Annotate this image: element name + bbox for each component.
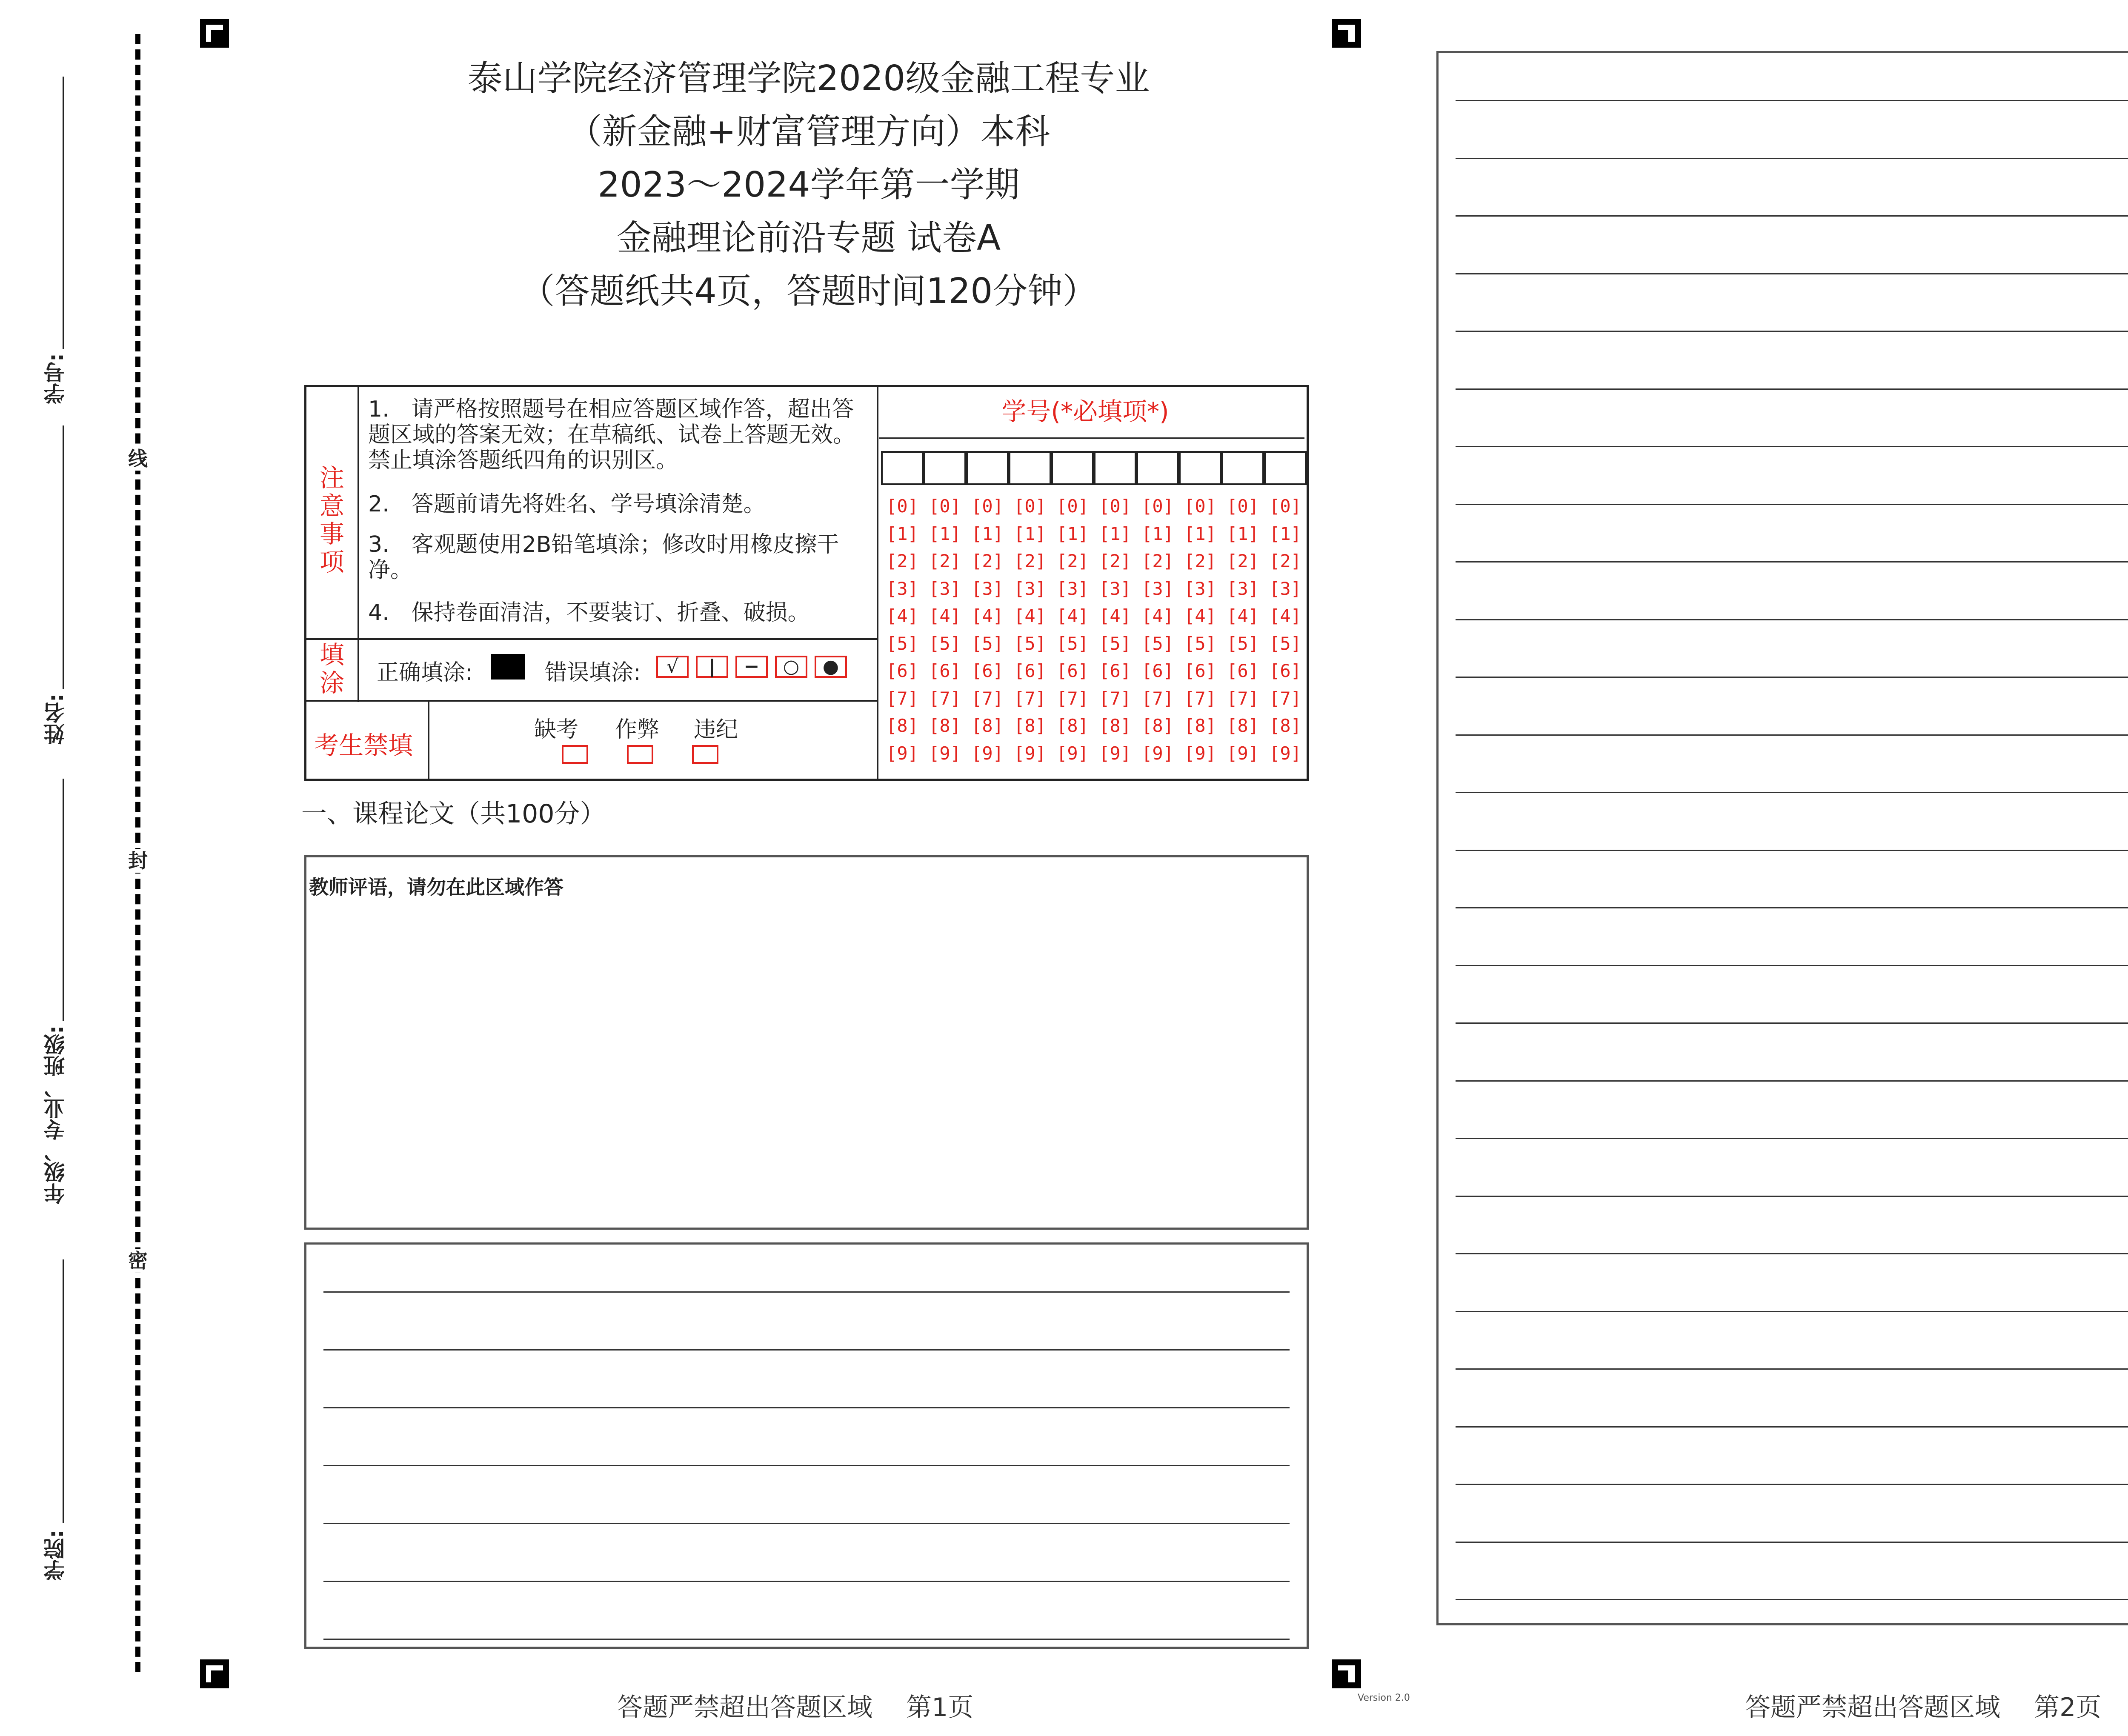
student-id-digit-bubble[interactable]: [4] xyxy=(886,605,918,626)
student-id-digit-bubble[interactable]: [8] xyxy=(1269,715,1301,736)
corner-marker-top-left xyxy=(200,19,229,48)
student-id-digit-bubble[interactable]: [6] xyxy=(1014,660,1046,681)
student-id-digit-bubble[interactable]: [5] xyxy=(886,633,918,654)
student-id-digit-bubble[interactable]: [0] xyxy=(929,496,961,517)
answer-rule-line xyxy=(1456,1599,2128,1600)
class-underline xyxy=(63,779,64,1021)
student-id-digit-bubble[interactable]: [0] xyxy=(1184,496,1216,517)
student-id-digit-bubble[interactable]: [0] xyxy=(1227,496,1259,517)
student-id-digit-bubble[interactable]: [5] xyxy=(1227,633,1259,654)
student-id-digit-bubble[interactable]: [1] xyxy=(1269,523,1301,544)
student-id-digit-bubble[interactable]: [5] xyxy=(971,633,1004,654)
student-id-digit-bubble[interactable]: [9] xyxy=(971,742,1004,764)
answer-rule-line xyxy=(323,1291,1290,1293)
student-id-digit-bubble[interactable]: [1] xyxy=(1014,523,1046,544)
student-id-digit-bubble[interactable]: [3] xyxy=(886,578,918,599)
student-id-digit-bubble[interactable]: [4] xyxy=(929,605,961,626)
notice-column-divider xyxy=(358,387,359,702)
notice-item-2: 2. 答题前请先将姓名、学号填涂清楚。 xyxy=(368,491,766,517)
student-id-digit-bubble[interactable]: [0] xyxy=(886,496,918,517)
student-id-digit-box[interactable] xyxy=(924,451,966,485)
student-id-digit-box[interactable] xyxy=(1221,451,1264,485)
answer-rule-line xyxy=(1456,1022,2128,1024)
student-id-digit-box[interactable] xyxy=(881,451,924,485)
student-id-digit-bubble[interactable]: [2] xyxy=(1099,551,1131,571)
student-id-digit-bubble[interactable]: [3] xyxy=(1014,578,1046,599)
answer-rule-line xyxy=(1456,1138,2128,1139)
student-id-digit-bubble[interactable]: [5] xyxy=(929,633,961,654)
student-id-digit-box[interactable] xyxy=(966,451,1009,485)
student-id-digit-bubble[interactable]: [4] xyxy=(1099,605,1131,626)
answer-rule-line xyxy=(1456,677,2128,678)
student-id-digit-box[interactable] xyxy=(1264,451,1307,485)
student-id-digit-bubble[interactable]: [6] xyxy=(1184,660,1216,681)
student-id-digit-bubble[interactable]: [3] xyxy=(1184,578,1216,599)
answer-rule-line xyxy=(1456,1484,2128,1485)
student-id-digit-bubble[interactable]: [9] xyxy=(1014,742,1046,764)
college-label: 学院: xyxy=(43,1530,68,1581)
student-id-digit-bubble[interactable]: [3] xyxy=(929,578,961,599)
student-id-digit-bubble[interactable]: [2] xyxy=(1269,551,1301,571)
student-id-digit-bubble[interactable]: [9] xyxy=(886,742,918,764)
fill-wrong-dash: − xyxy=(735,656,768,678)
class-label: 年级、专业、班级: xyxy=(43,1025,68,1204)
student-id-digit-bubble[interactable]: [9] xyxy=(1184,742,1216,764)
notice-row-divider xyxy=(306,638,877,640)
student-id-digit-bubble[interactable]: [1] xyxy=(929,523,961,544)
exam-title-line-2: （新金融+财富管理方向）本科 xyxy=(567,111,1050,152)
student-id-digit-bubble[interactable]: [8] xyxy=(1227,715,1259,736)
seal-char-seal: 封 xyxy=(128,849,148,872)
college-field[interactable] xyxy=(40,1259,66,1591)
corner-marker-bottom-center xyxy=(1332,1659,1361,1688)
student-id-digit-bubble[interactable]: [7] xyxy=(886,688,918,709)
forbidden-cheat-label: 作弊 xyxy=(615,717,660,742)
notice-title xyxy=(318,464,346,576)
forbidden-violation-box[interactable] xyxy=(692,745,718,764)
student-id-digit-bubble[interactable]: [6] xyxy=(886,660,918,681)
student-id-digit-bubble[interactable]: [8] xyxy=(1184,715,1216,736)
answer-rule-line xyxy=(1456,331,2128,332)
student-id-digit-bubble[interactable]: [8] xyxy=(971,715,1004,736)
student-id-digit-bubble[interactable]: [4] xyxy=(1056,605,1089,626)
student-id-digit-bubble[interactable]: [0] xyxy=(1014,496,1046,517)
student-id-underline xyxy=(63,77,64,349)
name-underline xyxy=(63,425,64,689)
student-id-digit-bubble[interactable]: [2] xyxy=(1184,551,1216,571)
footer-page-1: 答题严禁超出答题区域 第1页 xyxy=(617,1693,974,1722)
answer-rule-line xyxy=(323,1581,1290,1582)
notice-title-text: 注意事项 xyxy=(319,463,344,577)
answer-rule-line xyxy=(323,1349,1290,1351)
student-id-digit-bubble[interactable]: [0] xyxy=(971,496,1004,517)
student-id-digit-bubble[interactable]: [8] xyxy=(1056,715,1089,736)
student-id-digit-box[interactable] xyxy=(1051,451,1094,485)
answer-rule-line xyxy=(1456,734,2128,736)
section-title: 一、课程论文（共100分） xyxy=(301,799,606,829)
fill-row-divider xyxy=(306,700,877,702)
class-field[interactable] xyxy=(40,779,66,1289)
student-id-digit-bubble[interactable]: [4] xyxy=(971,605,1004,626)
student-id-digit-bubble[interactable]: [5] xyxy=(1056,633,1089,654)
exam-title-line-4: 金融理论前沿专题 试卷A xyxy=(616,218,1001,258)
version-label: Version 2.0 xyxy=(1358,1693,1410,1703)
student-id-digit-bubble[interactable]: [2] xyxy=(929,551,961,571)
exam-info-table xyxy=(304,385,1309,781)
student-id-digit-bubble[interactable]: [6] xyxy=(1141,660,1174,681)
fill-wrong-label: 错误填涂: xyxy=(545,660,641,685)
answer-rule-line xyxy=(1456,158,2128,159)
student-id-digit-bubble[interactable]: [9] xyxy=(1056,742,1089,764)
student-id-digit-bubble[interactable]: [0] xyxy=(1141,496,1174,517)
student-id-digit-bubble[interactable]: [6] xyxy=(1056,660,1089,681)
student-id-digit-bubble[interactable]: [8] xyxy=(1014,715,1046,736)
answer-rule-line xyxy=(1456,446,2128,447)
student-id-digit-bubble[interactable]: [7] xyxy=(1184,688,1216,709)
seal-char-line: 线 xyxy=(128,447,148,470)
student-id-digit-bubble[interactable]: [5] xyxy=(1269,633,1301,654)
seal-char-secret: 密 xyxy=(128,1249,148,1272)
student-id-digit-bubble[interactable]: [1] xyxy=(971,523,1004,544)
fill-wrong-check: √ xyxy=(656,656,689,678)
answer-rule-line xyxy=(1456,619,2128,620)
student-id-digit-bubble[interactable]: [5] xyxy=(1141,633,1174,654)
student-id-digit-bubble[interactable]: [1] xyxy=(1227,523,1259,544)
student-id-digit-bubble[interactable]: [3] xyxy=(1141,578,1174,599)
student-id-digit-bubble[interactable]: [6] xyxy=(1269,660,1301,681)
answer-rule-line xyxy=(323,1523,1290,1524)
student-id-digit-bubble[interactable]: [7] xyxy=(1014,688,1046,709)
student-id-digit-bubble[interactable]: [5] xyxy=(1099,633,1131,654)
student-id-label: 学号: xyxy=(43,353,68,404)
student-id-digit-bubble[interactable]: [3] xyxy=(971,578,1004,599)
student-id-digit-bubble[interactable]: [7] xyxy=(1227,688,1259,709)
student-id-digit-bubble[interactable]: [1] xyxy=(886,523,918,544)
answer-rule-line xyxy=(1456,215,2128,217)
answer-rule-line xyxy=(1456,388,2128,390)
student-id-digit-bubble[interactable]: [9] xyxy=(1099,742,1131,764)
student-id-digit-bubble[interactable]: [0] xyxy=(1056,496,1089,517)
fill-correct-label: 正确填涂: xyxy=(377,660,473,685)
student-id-digit-bubble[interactable]: [8] xyxy=(1141,715,1174,736)
student-id-digit-bubble[interactable]: [8] xyxy=(886,715,918,736)
student-id-digit-bubble[interactable]: [7] xyxy=(1056,688,1089,709)
exam-title-line-3: 2023～2024学年第一学期 xyxy=(598,165,1020,205)
notice-item-3: 3. 客观题使用2B铅笔填涂；修改时用橡皮擦干净。 xyxy=(368,532,839,583)
college-underline xyxy=(63,1259,64,1523)
student-id-digit-box[interactable] xyxy=(1094,451,1136,485)
student-id-digit-box[interactable] xyxy=(1179,451,1221,485)
student-id-digit-bubble[interactable]: [2] xyxy=(1227,551,1259,571)
answer-rule-line xyxy=(1456,1196,2128,1197)
student-id-title-rule xyxy=(879,437,1304,439)
answer-rule-line xyxy=(1456,273,2128,274)
answer-area-page-1[interactable] xyxy=(304,1242,1309,1649)
student-id-digit-bubble[interactable]: [3] xyxy=(1056,578,1089,599)
student-id-digit-bubble[interactable]: [6] xyxy=(971,660,1004,681)
answer-rule-line xyxy=(323,1407,1290,1408)
student-id-digit-bubble[interactable]: [6] xyxy=(1227,660,1259,681)
forbidden-absent-box[interactable] xyxy=(562,745,588,764)
student-id-digit-bubble[interactable]: [1] xyxy=(1099,523,1131,544)
student-id-digit-bubble[interactable]: [0] xyxy=(1099,496,1131,517)
student-id-digit-bubble[interactable]: [0] xyxy=(1269,496,1301,517)
student-id-digit-bubble[interactable]: [1] xyxy=(1184,523,1216,544)
teacher-comment-box xyxy=(304,855,1309,1230)
forbidden-violation-label: 违纪 xyxy=(694,717,738,742)
answer-rule-line xyxy=(1456,792,2128,793)
corner-marker-bottom-left xyxy=(200,1659,229,1688)
corner-marker-top-center xyxy=(1332,19,1361,48)
student-id-digit-bubble[interactable]: [7] xyxy=(1099,688,1131,709)
student-id-digit-bubble[interactable]: [4] xyxy=(1014,605,1046,626)
student-id-digit-bubble[interactable]: [3] xyxy=(1227,578,1259,599)
student-id-digit-bubble[interactable]: [7] xyxy=(971,688,1004,709)
notice-item-4: 4. 保持卷面清洁，不要装订、折叠、破损。 xyxy=(368,600,810,625)
student-id-digit-bubble[interactable]: [9] xyxy=(929,742,961,764)
student-id-title: 学号(*必填项*) xyxy=(1001,397,1169,426)
name-field[interactable] xyxy=(40,425,66,766)
student-id-digit-box[interactable] xyxy=(1136,451,1179,485)
student-id-digit-bubble[interactable]: [5] xyxy=(1184,633,1216,654)
student-id-digit-bubble[interactable]: [2] xyxy=(971,551,1004,571)
student-id-digit-bubble[interactable]: [7] xyxy=(929,688,961,709)
student-id-digit-bubble[interactable]: [1] xyxy=(1141,523,1174,544)
student-id-digit-bubble[interactable]: [6] xyxy=(929,660,961,681)
exam-title-line-1: 泰山学院经济管理学院2020级金融工程专业 xyxy=(467,58,1150,99)
student-id-digit-bubble[interactable]: [9] xyxy=(1227,742,1259,764)
name-label: 姓名: xyxy=(43,694,68,745)
student-id-digit-bubble[interactable]: [3] xyxy=(1099,578,1131,599)
student-id-digit-box[interactable] xyxy=(1009,451,1051,485)
answer-rule-line xyxy=(323,1639,1290,1640)
student-id-digit-bubble[interactable]: [4] xyxy=(1269,605,1301,626)
answer-rule-line xyxy=(1456,907,2128,908)
student-id-digit-bubble[interactable]: [9] xyxy=(1269,742,1301,764)
fill-wrong-circle: ○ xyxy=(775,656,807,678)
student-id-digit-bubble[interactable]: [8] xyxy=(929,715,961,736)
student-id-digit-bubble[interactable]: [4] xyxy=(1184,605,1216,626)
answer-rule-line xyxy=(1456,1080,2128,1082)
fill-title xyxy=(318,641,346,697)
student-id-digit-bubble[interactable]: [7] xyxy=(1269,688,1301,709)
answer-rule-line xyxy=(1456,965,2128,966)
footer-page-2: 答题严禁超出答题区域 第2页 xyxy=(1745,1693,2102,1722)
student-id-digit-bubble[interactable]: [2] xyxy=(1014,551,1046,571)
student-id-digit-bubble[interactable]: [2] xyxy=(886,551,918,571)
answer-rule-line xyxy=(1456,1542,2128,1543)
notice-item-1: 1. 请严格按照题号在相应答题区域作答，超出答题区域的答案无效；在草稿纸、试卷上答题无效。禁止填涂答题纸四角的识别区。 xyxy=(368,397,855,473)
answer-rule-line xyxy=(323,1465,1290,1466)
forbidden-column-divider xyxy=(428,700,429,781)
student-id-digit-bubble[interactable]: [1] xyxy=(1056,523,1089,544)
student-id-digit-bubble[interactable]: [7] xyxy=(1141,688,1174,709)
student-id-digit-bubble[interactable]: [8] xyxy=(1099,715,1131,736)
forbidden-cheat-box[interactable] xyxy=(627,745,653,764)
answer-rule-line xyxy=(1456,1253,2128,1254)
fill-correct-sample xyxy=(491,654,525,680)
answer-rule-line xyxy=(1456,850,2128,851)
student-id-digit-bubble[interactable]: [6] xyxy=(1099,660,1131,681)
answer-rule-line xyxy=(1456,504,2128,505)
student-id-field[interactable] xyxy=(40,77,66,417)
student-id-digit-bubble[interactable]: [3] xyxy=(1269,578,1301,599)
student-id-digit-bubble[interactable]: [4] xyxy=(1227,605,1259,626)
answer-rule-line xyxy=(1456,1426,2128,1428)
student-id-digit-bubble[interactable]: [2] xyxy=(1056,551,1089,571)
fill-wrong-dot: ● xyxy=(815,656,847,678)
answer-rule-line xyxy=(1456,561,2128,562)
student-id-digit-bubble[interactable]: [9] xyxy=(1141,742,1174,764)
fill-title-text: 填涂 xyxy=(319,640,344,697)
answer-rule-line xyxy=(1456,1368,2128,1370)
forbidden-title: 考生禁填 xyxy=(314,731,413,760)
answer-rule-line xyxy=(1456,1311,2128,1312)
student-id-digit-bubble[interactable]: [5] xyxy=(1014,633,1046,654)
student-id-digit-bubble[interactable]: [4] xyxy=(1141,605,1174,626)
forbidden-absent-label: 缺考 xyxy=(534,717,579,742)
teacher-comment-label: 教师评语，请勿在此区域作答 xyxy=(309,876,563,899)
student-id-digit-bubble[interactable]: [2] xyxy=(1141,551,1174,571)
fill-wrong-bar: | xyxy=(696,656,728,678)
answer-area-page-2[interactable] xyxy=(1436,51,2128,1625)
student-id-column-divider xyxy=(877,387,878,781)
answer-rule-line xyxy=(1456,100,2128,101)
exam-title-line-5: （答题纸共4页，答题时间120分钟） xyxy=(520,271,1098,311)
